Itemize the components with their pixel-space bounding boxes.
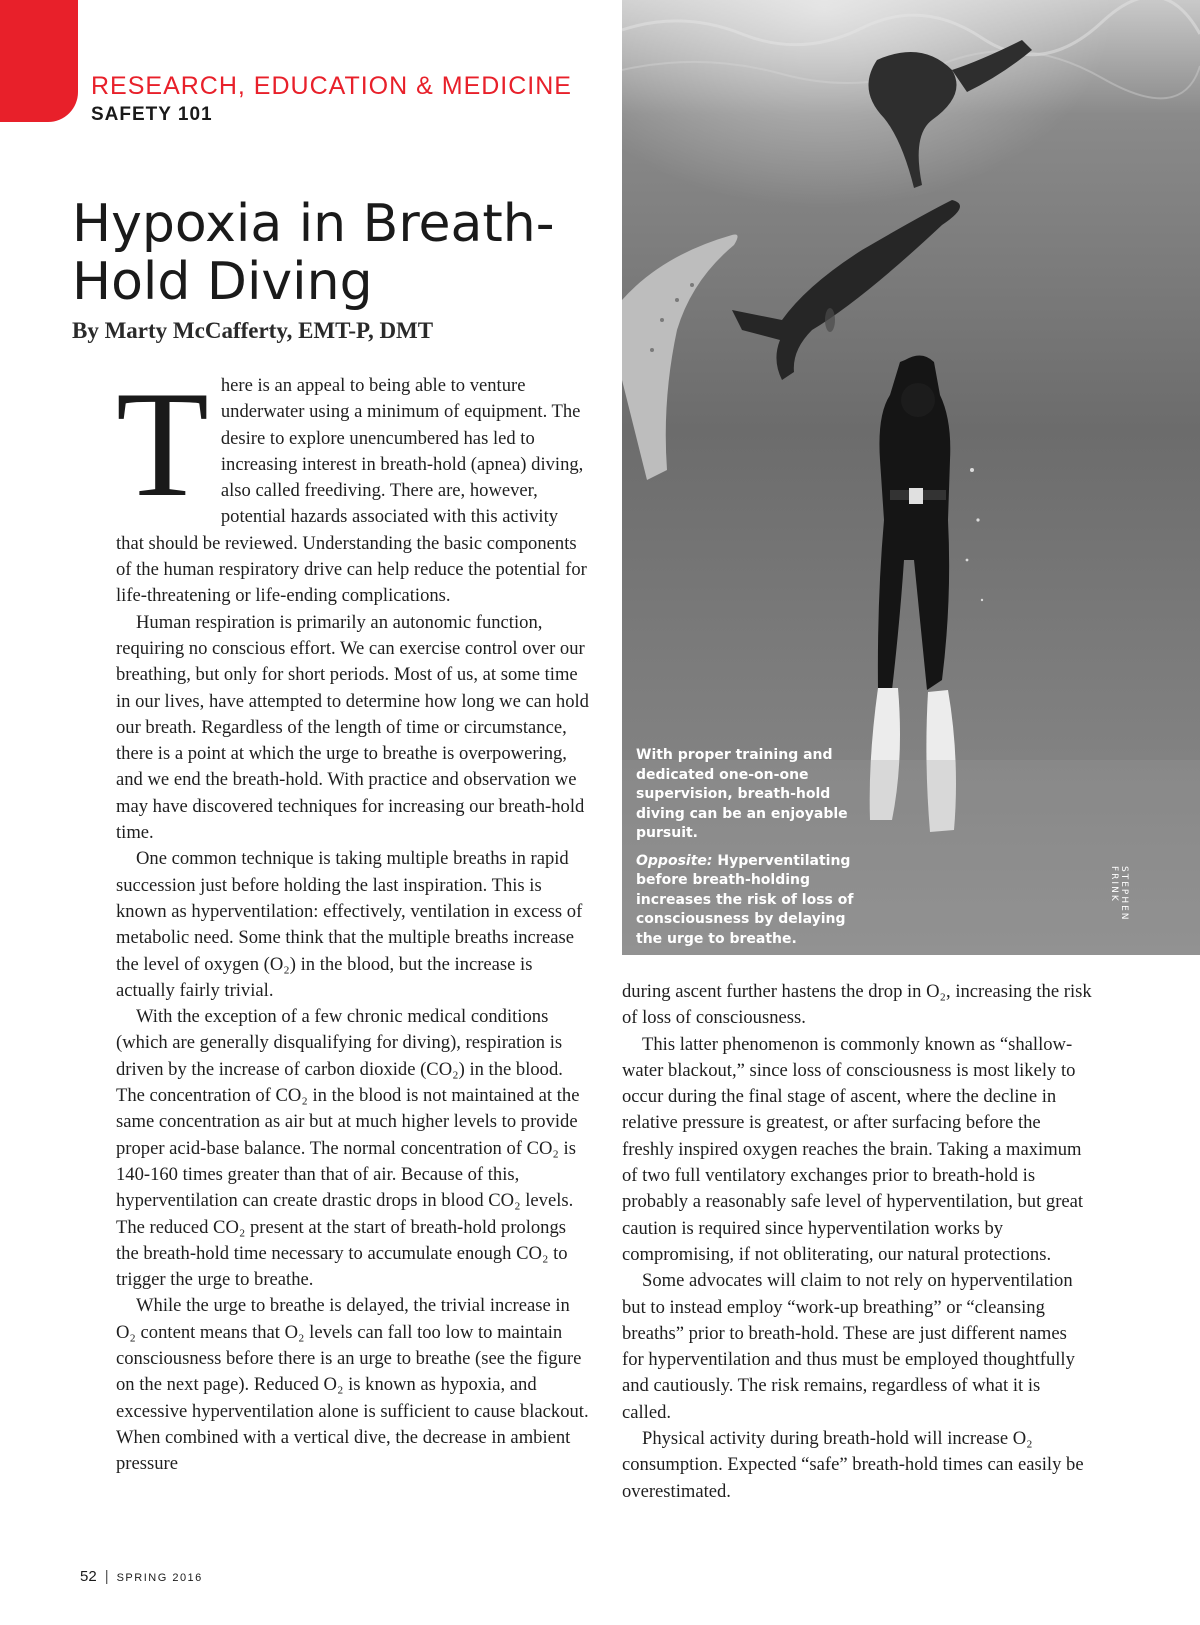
paragraph: While the urge to breathe is delayed, the trivial increase in O₂ content means that O₂ levels can fall too low to maintain consciousness before there is an urge to breathe (see the figure on the next page). Reduced O₂ is known as hypoxia, and excessive hyperventilation alone is sufficient to cause blackout. When combined with a vertical dive, the decrease in ambient pressure	[116, 1295, 589, 1475]
title-line-1: Hypoxia in Breath-	[72, 194, 555, 254]
paragraph	[116, 360, 589, 610]
paragraph: Human respiration is primarily an autonomic function, requiring no conscious effort. We can exercise control over our breathing, but only for short periods. Most of us, at some time in our lives, have attempted to determine how long we can hold our breath. Regardless of the length of time or circumstance, there is a point at which the urge to breathe is overpowering, and we end the breath-hold. With practice and observation we may have discovered techniques for increasing our breath-hold time.	[116, 611, 589, 844]
title-line-2: Hold Diving	[72, 252, 373, 312]
article-title	[72, 195, 612, 311]
byline: By Marty McCafferty, EMT-P, DMT	[72, 318, 434, 343]
page-number: 52	[80, 1568, 97, 1585]
subsection-label: SAFETY 101	[91, 104, 213, 125]
page-footer	[80, 1568, 203, 1586]
paragraph-text: here is an appeal to being able to venture underwater using a minimum of equipment. The desire to explore unencumbered has led to increasing interest in breath-hold (apnea) diving, also called freediving. There are, however, potential hazards associated with this activity that should be reviewed. Understanding the basic components of the human respiratory drive can help reduce the potential for life-threatening or life-ending complications.	[116, 375, 587, 607]
paragraph: during ascent further hastens the drop in O₂, increasing the risk of loss of consciousness.	[622, 981, 1092, 1029]
caption-label: Opposite:	[636, 852, 713, 869]
footer-separator: |	[104, 1568, 109, 1585]
paragraph: This latter phenomenon is commonly known as “shallow-water blackout,” since loss of consciousness is most likely to occur during the final stage of ascent, where the decline in relative pressure is greatest, or after surfacing before the freshly inspired oxygen reaches the brain. Taking a maximum of two full ventilatory exchanges prior to breath-hold is probably a reasonably safe level of hyperventilation, but great caution is required since hyperventilation works by compromising, if not obliterating, our natural protections.	[622, 1033, 1084, 1265]
paragraph: With the exception of a few chronic medical conditions (which are generally disqualifying for diving), respiration is driven by the increase of carbon dioxide (CO₂) in the blood. The concentration of CO₂ in the blood is not maintained at the same concentration as air but at much higher levels to provide proper acid-base balance. The normal concentration of CO₂ is 140-160 times greater than that of air. Because of this, hyperventilation can create drastic drops in blood CO₂ levels. The reduced CO₂ present at the start of breath-hold prolongs the breath-hold time necessary to accumulate enough CO₂ to trigger the urge to breathe.	[116, 1006, 580, 1291]
caption-primary: With proper training and dedicated one-on-one supervision, breath-hold diving can be an enjoyable pursuit.	[636, 747, 848, 841]
paragraph: Some advocates will claim to not rely on hyperventilation but to instead employ “work-up breathing” or “cleansing breaths” prior to breath-hold. These are just different names for hyperventilation and thus must be employed thoughtfully and cautiously. The risk remains, regardless of what it is called.	[622, 1270, 1075, 1423]
caption-secondary-text: Hyperventilating before breath-holding increases the risk of loss of consciousness by delaying the urge to breathe.	[636, 852, 854, 947]
drop-cap: T	[116, 360, 209, 528]
caption-secondary	[636, 852, 856, 950]
body-column-right	[622, 979, 1092, 1505]
section-color-tab	[0, 0, 78, 122]
photo-credit: STEPHEN FRINK	[1109, 866, 1129, 922]
issue-label: SPRING 2016	[116, 1572, 203, 1584]
paragraph: One common technique is taking multiple breaths in rapid succession just before holding the last inspiration. This is known as hyperventilation: effectively, ventilation in excess of metabolic need. Some think that the multiple breaths increase the level of oxygen (O₂) in the blood, but the increase is actually fairly trivial.	[116, 848, 583, 1001]
photo-caption	[636, 746, 856, 957]
body-column-left	[116, 360, 589, 1477]
paragraph: Physical activity during breath-hold will increase O₂ consumption. Expected “safe” breath-hold times can easily be overestimated.	[622, 1428, 1084, 1502]
section-label: RESEARCH, EDUCATION & MEDICINE	[91, 72, 572, 100]
